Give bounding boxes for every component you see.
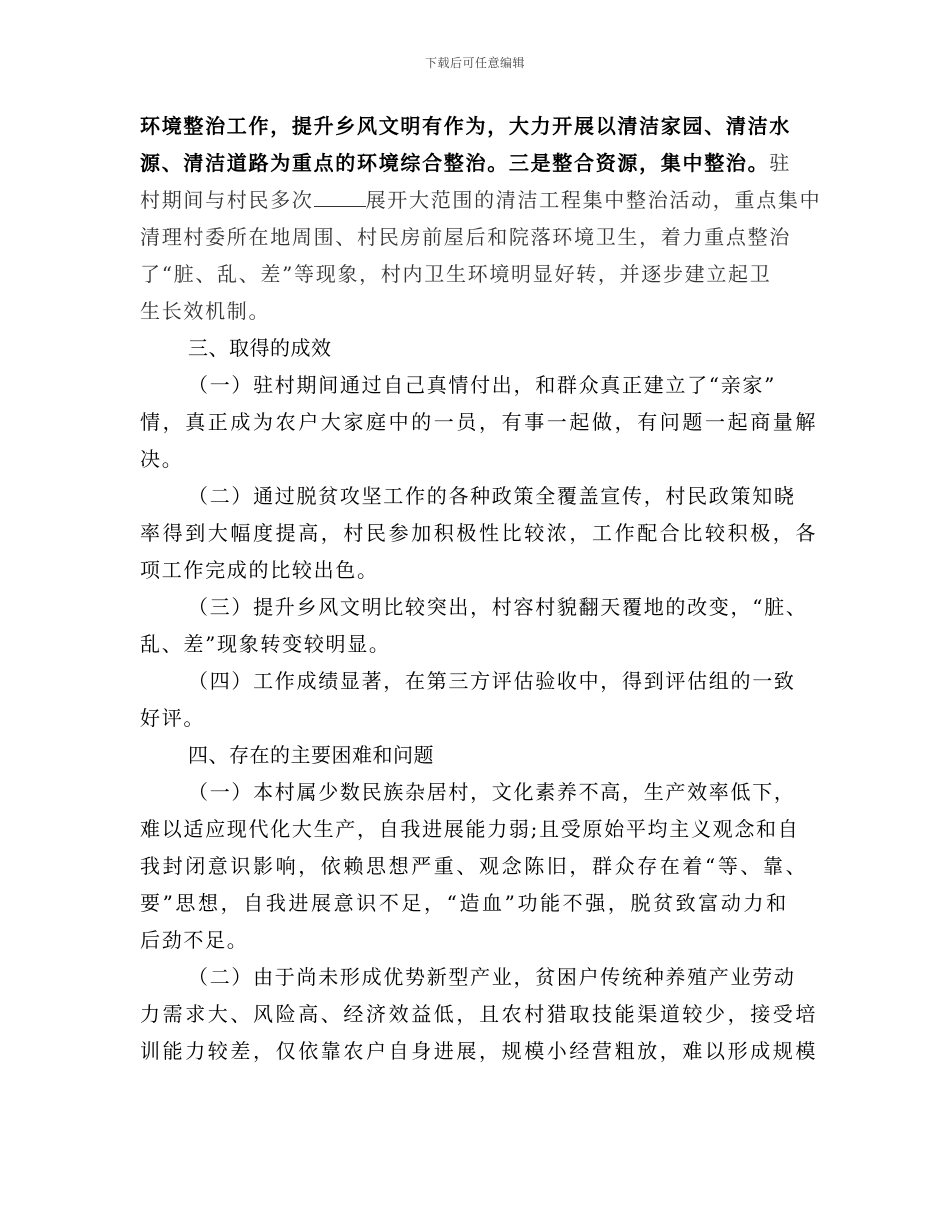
paragraph-line <box>140 182 822 219</box>
paragraph-line: 难以适应现代化大生产，自我进展能力弱;且受原始平均主义观念和自 <box>140 817 800 841</box>
paragraph-line: 情，真正成为农户大家庭中的一员，有事一起做，有问题一起商量解 <box>140 410 818 434</box>
document-body <box>140 108 822 1070</box>
paragraph-line: 好评。 <box>140 706 206 730</box>
line-text: 驻 <box>769 151 792 175</box>
paragraph-line: 决。 <box>140 447 184 471</box>
paragraph-line: 后劲不足。 <box>140 928 249 952</box>
fill-in-blank <box>314 188 366 207</box>
paragraph-line: （一）本村属少数民族杂居村，文化素养不高，生产效率低下， <box>188 780 796 804</box>
paragraph-line: 乱、差”现象转变较明显。 <box>140 632 391 656</box>
section-heading: 四、存在的主要困难和问题 <box>188 743 434 767</box>
paragraph-line: 要”思想，自我进展意识不足，“造血”功能不强，脱贫致富动力和 <box>140 891 789 915</box>
paragraph-line: 训能力较差，仅依靠农户自身进展，规模小经营粗放，难以形成规模 <box>140 1039 818 1063</box>
paragraph-line: 我封闭意识影响，依赖思想严重、观念陈旧，群众存在着“等、靠、 <box>140 854 809 878</box>
paragraph-line: （一）驻村期间通过自己真情付出，和群众真正建立了“亲家” <box>188 373 777 397</box>
paragraph-line: （二）通过脱贫攻坚工作的各种政策全覆盖宣传，村民政策知晓 <box>188 484 796 508</box>
paragraph-line: 清理村委所在地周围、村民房前屋后和院落环境卫生，着力重点整治 <box>140 225 791 249</box>
paragraph-line: 了“脏、乱、差”等现象，村内卫生环境明显好转，并逐步建立起卫 <box>140 262 772 286</box>
paragraph-line: （三）提升乡风文明比较突出，村容村貌翻天覆地的改变，“脏、 <box>188 595 808 619</box>
line-text: 展开大范围的清洁工程集中整治活动，重点集中 <box>365 188 822 212</box>
paragraph-line: （二）由于尚未形成优势新型产业，贫困户传统种养殖产业劳动 <box>188 965 796 989</box>
paragraph-line: 环境整治工作，提升乡风文明有作为，大力开展以清洁家园、清洁水 <box>140 114 791 138</box>
paragraph-line: （四）工作成绩显著，在第三方评估验收中，得到评估组的一致 <box>188 669 796 693</box>
paragraph-line: 项工作完成的比较出色。 <box>140 558 379 582</box>
paragraph-line: 生长效机制。 <box>140 299 271 323</box>
paragraph-line: 力需求大、风险高、经济效益低，且农村猎取技能渠道较少，接受培 <box>140 1002 818 1026</box>
line-text: 源、清洁道路为重点的环境综合整治。三是整合资源，集中整治。 <box>140 151 770 175</box>
line-text: 村期间与村民多次 <box>140 188 314 212</box>
page-header: 下载后可任意编辑 <box>424 56 525 70</box>
paragraph-line <box>140 145 812 182</box>
paragraph-line: 率得到大幅度提高，村民参加积极性比较浓，工作配合比较积极，各 <box>140 521 818 545</box>
section-heading: 三、取得的成效 <box>188 336 332 360</box>
